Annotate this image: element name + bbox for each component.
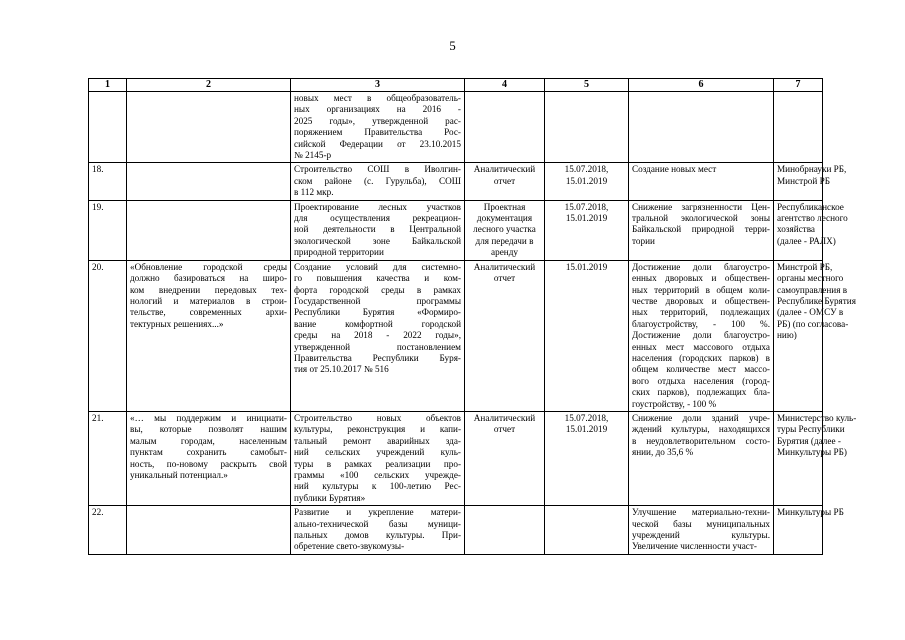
cell-line: Достижение доли благоустро- (632, 261, 770, 272)
cell-line: Создание новых мест (632, 164, 717, 175)
measure-cell (291, 200, 465, 260)
responsible-cell (774, 200, 848, 260)
cell-line: малым городам, населенным (130, 435, 287, 446)
cell-line: РБ) (по согласова- (777, 318, 849, 329)
cell-line: тия от 25.10.2017 № 516 (294, 364, 389, 375)
cell-line: Улучшение материально-техни- (632, 507, 770, 518)
row-number: 19. (89, 200, 127, 260)
cell-line: Байкальской природной терри- (632, 224, 770, 235)
deadline-cell (545, 411, 629, 505)
cell-line: отчет (493, 424, 516, 435)
cell-line: Аналитический (473, 164, 536, 175)
cell-line: ний сельских учреждений куль- (294, 447, 461, 458)
cell-line: публики Бурятия» (294, 492, 366, 503)
cell-line: учреждений культуры. (632, 530, 770, 541)
cell-line: Минкультуры РБ (777, 507, 844, 518)
document-cell (465, 411, 545, 505)
cell-line: Правительства Республики Буря- (294, 352, 461, 363)
cell-line: тектурных решениях...» (130, 318, 224, 329)
cell-line: Строительство СОШ в Иволгин- (294, 164, 461, 175)
result-cell (629, 411, 774, 505)
table-row (89, 411, 823, 505)
measure-cell (291, 92, 465, 163)
cell-line: честве дворовых и обществен- (632, 295, 770, 306)
responsible-cell (774, 506, 844, 555)
cell-line: вого отдыха населения (город- (632, 375, 770, 386)
cell-line: Проектная (483, 201, 526, 212)
cell-line: Снижение загрязненности Цен- (632, 201, 770, 212)
cell-line: 2025 годы», утвержденной рас- (294, 115, 461, 126)
responsible-cell (774, 163, 847, 200)
cell-line: нологий и материалов в строи- (130, 295, 287, 306)
row-number: 22. (89, 506, 127, 555)
cell-line: сийской Федерации от 23.10.2015 (294, 138, 461, 149)
row-number (89, 92, 127, 163)
cell-line: тральной экологической зоны (632, 213, 770, 224)
cell-line: ных территорий в общем коли- (632, 284, 770, 295)
cell-line: Строительство новых объектов (294, 412, 461, 423)
cell-line: 15.01.2019 (565, 175, 608, 186)
deadline-cell (545, 92, 629, 163)
table-row (89, 506, 823, 555)
cell-line: природной территории (294, 247, 384, 258)
cell-line: аренду (491, 247, 518, 258)
cell-line: ность, по-новому раскрыть свой (130, 458, 287, 469)
goal-cell (127, 260, 291, 411)
cell-line: Государственной программы (294, 295, 461, 306)
measure-cell (291, 506, 465, 555)
cell-line: ском районе (с. Гурульба), СОШ (294, 175, 461, 186)
cell-line: агентство лесного (777, 213, 848, 224)
cell-line: форта городской среды в рамках (294, 284, 461, 295)
table-row (89, 260, 823, 411)
cell-line: поряжением Правительства Рос- (294, 127, 461, 138)
cell-line: Достижение доли благоустро- (632, 330, 770, 341)
cell-line: енных мест массового отдыха (632, 341, 770, 352)
cell-line: ний культуры к 100-летию Рес- (294, 481, 461, 492)
cell-line: хозяйства (777, 224, 815, 235)
cell-line: туры в рамках реализации про- (294, 458, 461, 469)
row-number: 18. (89, 163, 127, 200)
header-cell: 7 (774, 79, 823, 92)
deadline-cell (545, 260, 629, 411)
cell-line: вы, которые позволят нашим (130, 424, 287, 435)
cell-line: отчет (493, 175, 516, 186)
cell-line: ных территорий, подлежащих (632, 307, 770, 318)
cell-line: тальный ремонт аварийных зда- (294, 435, 461, 446)
goal-cell (127, 200, 291, 260)
result-cell (629, 163, 774, 200)
row-number: 20. (89, 260, 127, 411)
cell-line: Минстрой РБ, (777, 261, 833, 272)
cell-line: граммы «100 сельских учрежде- (294, 470, 461, 480)
table-row (89, 200, 823, 260)
cell-line: для осуществления рекреацион- (294, 213, 461, 224)
header-cell: 4 (465, 79, 545, 92)
document-cell (465, 260, 545, 411)
cell-line: Развитие и укрепление матери- (294, 507, 461, 518)
cell-line: нию) (777, 330, 797, 341)
cell-line: Республиканское (777, 201, 844, 212)
cell-line: Минстрой РБ (777, 175, 830, 186)
result-cell (629, 506, 774, 555)
cell-line: должно базироваться на широ- (130, 273, 287, 284)
cell-line: отчет (493, 273, 516, 284)
cell-line: обретение свето-звукомузы- (294, 541, 405, 552)
cell-line: (далее - ОМСУ в (777, 307, 844, 318)
cell-line: ческой базы муниципальных (632, 518, 770, 529)
header-cell: 3 (291, 79, 465, 92)
cell-line: среды на 2018 - 2022 годы», (294, 330, 461, 341)
cell-line: документация (476, 213, 533, 224)
measures-table (88, 78, 857, 555)
goal-cell (127, 163, 291, 200)
result-cell (629, 200, 774, 260)
goal-cell (127, 92, 291, 163)
header-cell: 1 (89, 79, 127, 92)
cell-line: ждений культуры, находящихся (632, 424, 770, 435)
cell-line: органы местного (777, 273, 844, 284)
cell-line: ных организациях на 2016 - (294, 104, 461, 115)
cell-line: тельстве, современных архи- (130, 307, 287, 318)
cell-line: Создание условий для системно- (294, 261, 461, 272)
cell-line: туры Республики (777, 424, 845, 435)
cell-line: го повышения качества и ком- (294, 273, 461, 284)
cell-line: 15.07.2018, (564, 412, 609, 423)
responsible-cell (774, 260, 856, 411)
result-cell (629, 92, 774, 163)
measure-cell (291, 411, 465, 505)
page-number: 5 (449, 38, 456, 53)
document-cell (465, 200, 545, 260)
cell-line: Снижение доли зданий учре- (632, 412, 770, 423)
cell-line: в 112 мкр. (294, 187, 334, 198)
cell-line: общем количестве мест массо- (632, 364, 770, 375)
header-cell: 6 (629, 79, 774, 92)
cell-line: Республики Бурятия «Формиро- (294, 307, 461, 318)
measure-cell (291, 260, 465, 411)
cell-line: лесного участка (473, 224, 536, 235)
cell-line: Проектирование лесных участков (294, 201, 461, 212)
document-cell (465, 506, 545, 555)
cell-line: Министерство куль- (777, 412, 857, 423)
cell-line: Минобрнауки РБ, (777, 164, 847, 175)
cell-line: ком внедрении передовых тех- (130, 284, 287, 295)
cell-line: енных дворовых и обществен- (632, 273, 770, 284)
cell-line: гоустройству, - 100 % (632, 398, 717, 409)
goal-cell (127, 411, 291, 505)
table-row (89, 92, 823, 163)
measure-cell (291, 163, 465, 200)
cell-line: утвержденной постановлением (294, 341, 461, 352)
cell-line: 15.01.2019 (565, 213, 608, 224)
cell-line: Увеличение численности участ- (632, 541, 757, 552)
cell-line: уникальный потенциал.» (130, 470, 228, 480)
cell-line: самоуправления в (777, 284, 848, 295)
cell-line: культуры, реконструкция и капи- (294, 424, 461, 435)
cell-line: 15.07.2018, (564, 164, 609, 175)
cell-line: Аналитический (473, 412, 536, 423)
row-number: 21. (89, 411, 127, 505)
cell-line: ально-технической базы муници- (294, 518, 461, 529)
cell-line: вание комфортной городской (294, 318, 461, 329)
cell-line: 15.07.2018, (564, 201, 609, 212)
table-row (89, 163, 823, 200)
cell-line: пальных домов культуры. При- (294, 530, 461, 541)
deadline-cell (545, 163, 629, 200)
cell-line: Аналитический (473, 261, 536, 272)
result-cell (629, 260, 774, 411)
cell-line: тории (632, 235, 655, 246)
header-cell: 2 (127, 79, 291, 92)
cell-line: благоустройству, - 100 %. (632, 318, 770, 329)
cell-line: в неудовлетворительном состо- (632, 435, 770, 446)
document-cell (465, 92, 545, 163)
cell-line: (далее - РАЛХ) (777, 235, 836, 246)
responsible-cell (774, 92, 823, 163)
cell-line: янии, до 35,6 % (632, 447, 694, 458)
cell-line: экологической зоне Байкальской (294, 235, 461, 246)
cell-line: Бурятия (далее - (777, 435, 841, 446)
cell-line: «… мы поддержим и инициати- (130, 412, 287, 423)
cell-line: 15.01.2019 (565, 261, 608, 272)
deadline-cell (545, 200, 629, 260)
cell-line: пунктам сохранить самобыт- (130, 447, 287, 458)
cell-line: «Обновление городской среды (130, 261, 287, 272)
cell-line: для передачи в (475, 235, 534, 246)
cell-line: ских парков), подлежащих бла- (632, 387, 770, 398)
goal-cell (127, 506, 291, 555)
table-header-row (89, 79, 823, 92)
cell-line: 15.01.2019 (565, 424, 608, 435)
responsible-cell (774, 411, 857, 505)
cell-line: Республике Бурятия (777, 295, 856, 306)
deadline-cell (545, 506, 629, 555)
cell-line: новых мест в общеобразователь- (294, 93, 461, 103)
cell-line: населения (городских парков) в (632, 352, 770, 363)
header-cell: 5 (545, 79, 629, 92)
cell-line: № 2145-р (294, 150, 332, 161)
document-cell (465, 163, 545, 200)
cell-line: Минкультуры РБ) (777, 447, 847, 458)
cell-line: ной деятельности в Центральной (294, 224, 461, 235)
